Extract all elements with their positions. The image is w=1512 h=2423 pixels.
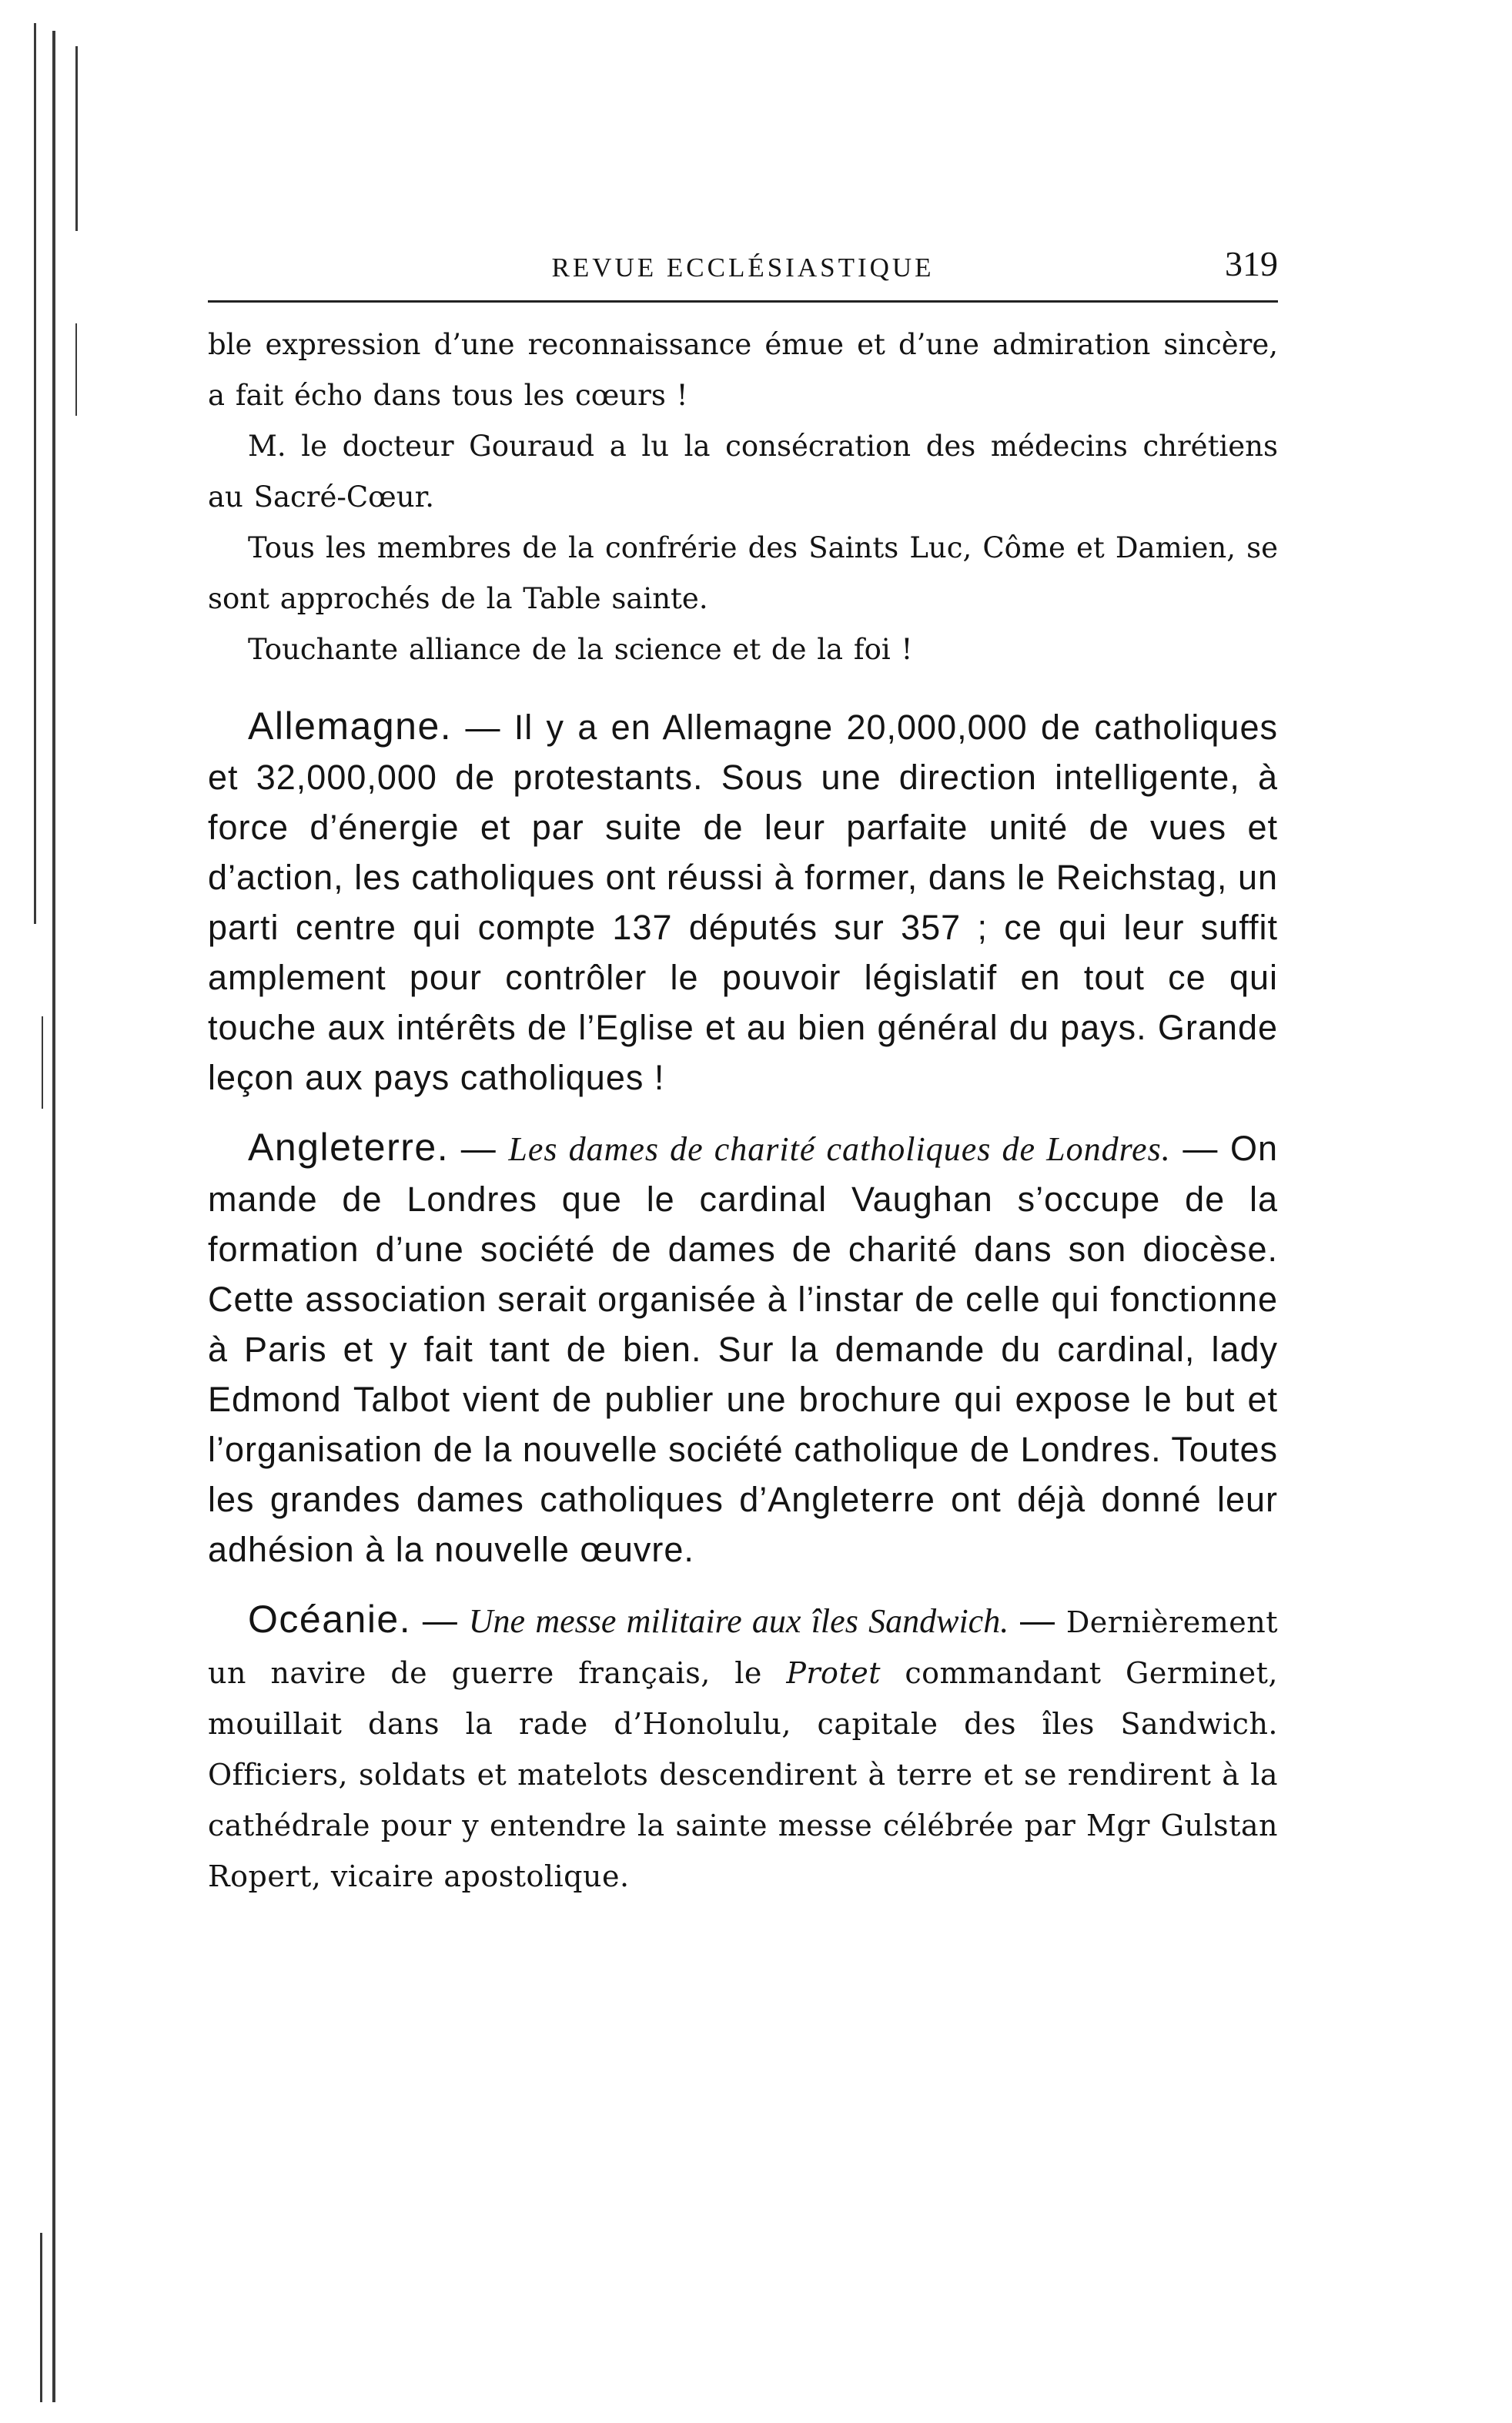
- intro-paragraph-1: ble expression d’une reconnaissance émue et d’une admiration sincère, a fait écho dans tous les cœurs !: [208, 328, 1278, 412]
- page-number: 319: [1225, 244, 1278, 283]
- allemagne-body: — Il y a en Allemagne 20,000,000 de catholiques et 32,000,000 de protestants. Sous une direction intelligente, à force d’énergie et par suite de leur parfaite unité de vues et d’action, les catholiques ont réussi à former, dans le Reichstag, un parti centre qui compte 137 députés sur 357 ; ce qui leur suffit amplement pour contrôler le pouvoir législatif en tout ce qui touche aux intérêts de l’Eglise et au bien général du pays. Grande leçon aux pays catholiques !: [208, 708, 1278, 1097]
- intro-paragraph-3: Tous les membres de la confrérie des Saints Luc, Côme et Damien, se sont approchés de la Table sainte.: [208, 531, 1278, 615]
- ship-name: Protet: [786, 1656, 881, 1690]
- oceanie-dash-1: —: [422, 1601, 457, 1640]
- country-heading-allemagne: Allemagne.: [248, 704, 453, 748]
- oceanie-body-start: Dernièrement un navire de guerre français, le: [208, 1605, 1278, 1690]
- angleterre-dash: —: [460, 1129, 497, 1168]
- oceanie-subtitle: Une messe militaire aux îles Sandwich.: [468, 1602, 1009, 1640]
- angleterre-body: — On mande de Londres que le cardinal Vaughan s’occupe de la formation d’une société de dames de charité dans son diocèse. Cette association serait organisée à l’instar de celle qui fonctionne à Paris et y fait tant de bien. Sur la demande du cardinal, lady Edmond Talbot vient de publier une brochure qui expose le but et l’organisation de la nouvelle société catholique de Londres. Toutes les grandes dames catholiques d’Angleterre ont déjà donné leur adhésion à la nouvelle œuvre.: [208, 1129, 1278, 1569]
- oceanie-section: [208, 1595, 1278, 1901]
- oceanie-body-end: commandant Germinet, mouillait dans la rade d’Honolulu, capitale des îles Sandwich. Officiers, soldats et matelots descendirent à terre et se rendirent à la cathédrale pour y entendre la sainte messe célébrée par Mgr Gulstan Ropert, vicaire apostolique.: [208, 1656, 1278, 1893]
- book-page: [208, 231, 1278, 1901]
- country-heading-oceanie: Océanie.: [248, 1598, 412, 1641]
- intro-section: [208, 320, 1278, 675]
- oceanie-dash-2: —: [1020, 1601, 1055, 1640]
- angleterre-subtitle: Les dames de charité catholiques de Londres.: [508, 1130, 1171, 1168]
- allemagne-paragraph: [208, 701, 1278, 1103]
- angleterre-paragraph: [208, 1123, 1278, 1575]
- running-header: [208, 231, 1278, 303]
- oceanie-paragraph: [208, 1595, 1278, 1901]
- intro-paragraph-4: Touchante alliance de la science et de la foi !: [248, 633, 913, 666]
- intro-paragraph-2: M. le docteur Gouraud a lu la consécration des médecins chrétiens au Sacré-Cœur.: [208, 430, 1278, 514]
- running-title: REVUE ECCLÉSIASTIQUE: [551, 253, 935, 283]
- country-heading-angleterre: Angleterre.: [248, 1126, 450, 1169]
- binding-edge-lines: [0, 0, 85, 2423]
- news-section: [208, 701, 1278, 1575]
